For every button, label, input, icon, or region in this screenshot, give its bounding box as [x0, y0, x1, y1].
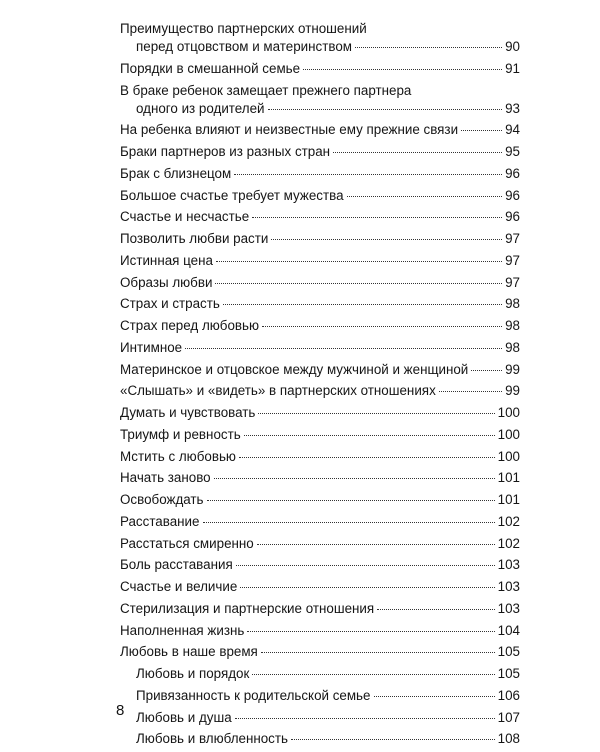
dot-leader — [239, 457, 495, 458]
dot-leader — [216, 261, 502, 262]
toc-entry-page: 107 — [497, 709, 520, 725]
toc-entry — [120, 339, 520, 357]
toc-entry-page: 96 — [505, 209, 520, 225]
toc-entry-page: 90 — [505, 39, 520, 54]
dot-leader — [271, 239, 502, 240]
toc-entry-page: 100 — [497, 405, 520, 420]
toc-entry-page: 98 — [505, 339, 520, 355]
toc-entry — [120, 165, 520, 183]
toc-entry-page: 102 — [497, 513, 520, 529]
dot-leader — [333, 152, 502, 153]
toc-entry — [120, 295, 520, 313]
dot-leader — [439, 391, 502, 392]
toc-entry-row — [120, 38, 520, 56]
toc-entry — [120, 426, 520, 444]
toc-entry-row — [120, 274, 520, 292]
toc-entry-row — [120, 578, 520, 596]
toc-entry-page: 108 — [497, 731, 520, 747]
toc-entry-title: Любовь в наше время — [120, 644, 258, 660]
toc-entry-title: Интимное — [120, 339, 183, 355]
toc-entry-title: Стерилизация и партнерские отношения — [120, 600, 375, 616]
dot-leader — [257, 544, 495, 545]
toc-entry-page: 105 — [497, 666, 520, 681]
toc-entry-page: 97 — [505, 252, 520, 268]
toc-entry-row — [120, 317, 520, 335]
toc-entry-page: 97 — [505, 231, 520, 246]
toc-entry-title: Страх перед любовью — [120, 318, 260, 333]
toc-entry — [120, 230, 520, 248]
toc-entry-page: 95 — [505, 144, 520, 159]
dot-leader — [244, 435, 495, 436]
dot-leader — [355, 47, 502, 48]
toc-entry-title: Большое счастье требует мужества — [120, 187, 344, 203]
toc-entry — [120, 687, 520, 705]
toc-entry-row — [120, 165, 520, 183]
toc-entry-title: Расстаться смиренно — [120, 535, 254, 551]
toc-entry-row — [120, 208, 520, 226]
toc-entry-row — [136, 709, 520, 727]
toc-entry-title: Счастье и несчастье — [120, 209, 250, 225]
toc-entry-title: Любовь и влюбленность — [136, 731, 288, 747]
toc-entry-title: Освобождать — [120, 492, 204, 507]
toc-entry-row — [120, 404, 520, 422]
toc-entry-title: Порядки в смешанной семье — [120, 60, 301, 76]
dot-leader — [234, 174, 502, 175]
dot-leader — [185, 348, 502, 349]
toc-entry-row — [136, 665, 520, 683]
toc-entry-page: 102 — [497, 535, 520, 551]
page-number: 8 — [116, 702, 125, 719]
toc-entry-row — [120, 491, 520, 509]
dot-leader — [347, 196, 503, 197]
toc-entry — [120, 382, 520, 400]
toc-entry-title-line1: Преимущество партнерских отношений — [120, 21, 367, 36]
toc-entry-title: Думать и чувствовать — [120, 405, 256, 420]
toc-entry-page: 96 — [505, 187, 520, 203]
toc-entry — [120, 60, 520, 78]
dot-leader — [215, 283, 502, 284]
toc-entry-page: 91 — [505, 60, 520, 76]
toc-entry-row — [120, 535, 520, 553]
toc-entry — [120, 491, 520, 509]
toc-entry-title: Брак с близнецом — [120, 165, 232, 181]
toc-entry-row — [120, 643, 520, 661]
table-of-contents — [120, 20, 520, 752]
toc-entry — [120, 665, 520, 683]
toc-entry-row — [120, 426, 520, 444]
toc-entry-page: 103 — [497, 557, 520, 573]
dot-leader — [235, 718, 495, 719]
dot-leader — [377, 609, 495, 610]
toc-entry-title: Истинная цена — [120, 252, 213, 268]
toc-entry-title: Любовь и душа — [136, 709, 232, 725]
toc-entry-row — [120, 121, 520, 139]
toc-entry — [120, 730, 520, 748]
toc-entry-row — [120, 100, 520, 118]
toc-entry — [120, 252, 520, 270]
toc-entry-title: Начать заново — [120, 470, 211, 486]
toc-entry-row — [120, 361, 520, 379]
toc-entry-title: Расставание — [120, 513, 200, 529]
toc-entry — [120, 20, 520, 56]
dot-leader — [374, 696, 495, 697]
dot-leader — [247, 631, 494, 632]
dot-leader — [461, 130, 502, 131]
toc-entry — [120, 317, 520, 335]
dot-leader — [240, 587, 494, 588]
toc-entry-page: 104 — [497, 622, 520, 638]
toc-entry-page: 103 — [497, 579, 520, 594]
toc-entry-row — [120, 60, 520, 78]
toc-entry-page: 99 — [505, 361, 520, 377]
toc-entry-page: 99 — [505, 383, 520, 399]
toc-entry-title: Наполненная жизнь — [120, 622, 245, 638]
toc-entry-page: 96 — [505, 165, 520, 181]
toc-entry — [120, 622, 520, 640]
dot-leader — [236, 565, 495, 566]
toc-entry-page: 93 — [505, 100, 520, 116]
toc-entry — [120, 208, 520, 226]
toc-entry — [120, 361, 520, 379]
toc-entry-title: Материнское и отцовское между мужчиной и женщиной — [120, 361, 469, 377]
toc-entry-title: Боль расставания — [120, 557, 233, 573]
toc-entry-row — [120, 339, 520, 357]
toc-entry — [120, 513, 520, 531]
dot-leader — [262, 326, 502, 327]
toc-entry-title: одного из родителей — [136, 100, 265, 116]
dot-leader — [214, 478, 495, 479]
toc-entry-title: Счастье и величие — [120, 579, 238, 594]
toc-entry-title: «Слышать» и «видеть» в партнерских отношениях — [120, 383, 436, 399]
toc-entry — [120, 82, 520, 118]
toc-entry-page: 98 — [505, 318, 520, 333]
toc-entry-title: Браки партнеров из разных стран — [120, 144, 331, 159]
toc-entry — [120, 143, 520, 161]
toc-entry — [120, 556, 520, 574]
toc-entry — [120, 709, 520, 727]
toc-entry-page: 101 — [497, 470, 520, 486]
toc-entry-page: 97 — [505, 274, 520, 290]
toc-entry-page: 103 — [497, 600, 520, 616]
toc-entry-row — [136, 687, 520, 705]
toc-entry-title: Образы любви — [120, 274, 213, 290]
dot-leader — [261, 652, 495, 653]
toc-entry — [120, 600, 520, 618]
toc-entry — [120, 469, 520, 487]
dot-leader — [207, 500, 495, 501]
toc-entry-page: 98 — [505, 296, 520, 312]
toc-entry — [120, 274, 520, 292]
toc-entry-title: перед отцовством и материнством — [136, 39, 352, 54]
toc-entry — [120, 535, 520, 553]
toc-entry — [120, 643, 520, 661]
toc-entry-row — [120, 600, 520, 618]
toc-entry-row — [120, 556, 520, 574]
toc-entry-row — [120, 513, 520, 531]
toc-entry-page: 94 — [505, 122, 520, 138]
toc-entry-row — [120, 143, 520, 161]
dot-leader — [223, 304, 502, 305]
toc-entry — [120, 448, 520, 466]
toc-entry — [120, 404, 520, 422]
dot-leader — [291, 739, 495, 740]
toc-entry-title: Привязанность к родительской семье — [136, 687, 371, 703]
toc-entry-title: На ребенка влияют и неизвестные ему прежние связи — [120, 122, 459, 138]
toc-entry — [120, 121, 520, 139]
dot-leader — [471, 370, 502, 371]
dot-leader — [203, 522, 495, 523]
toc-entry-title: Страх и страсть — [120, 296, 220, 312]
toc-entry-page: 105 — [497, 644, 520, 660]
toc-entry-title-line1: В браке ребенок замещает прежнего партнера — [120, 82, 412, 98]
toc-entry-page: 106 — [497, 687, 520, 703]
dot-leader — [268, 109, 503, 110]
toc-entry-row — [120, 252, 520, 270]
toc-entry-row — [120, 295, 520, 313]
toc-entry-row — [120, 622, 520, 640]
toc-entry-row — [120, 230, 520, 248]
toc-entry-page: 100 — [497, 426, 520, 442]
toc-entry-row — [120, 448, 520, 466]
dot-leader — [303, 69, 502, 70]
toc-entry — [120, 578, 520, 596]
toc-entry-row — [120, 469, 520, 487]
toc-entry-title: Триумф и ревность — [120, 426, 241, 442]
toc-entry-title: Позволить любви расти — [120, 231, 269, 246]
toc-entry-title: Мстить с любовью — [120, 448, 236, 464]
dot-leader — [252, 674, 494, 675]
toc-entry-title: Любовь и порядок — [136, 666, 250, 681]
toc-entry-row — [120, 382, 520, 400]
dot-leader — [252, 217, 502, 218]
toc-entry-page: 101 — [497, 492, 520, 507]
toc-entry-row — [120, 187, 520, 205]
dot-leader — [258, 413, 494, 414]
toc-entry — [120, 187, 520, 205]
toc-entry-row — [136, 730, 520, 748]
toc-entry-page: 100 — [497, 448, 520, 464]
